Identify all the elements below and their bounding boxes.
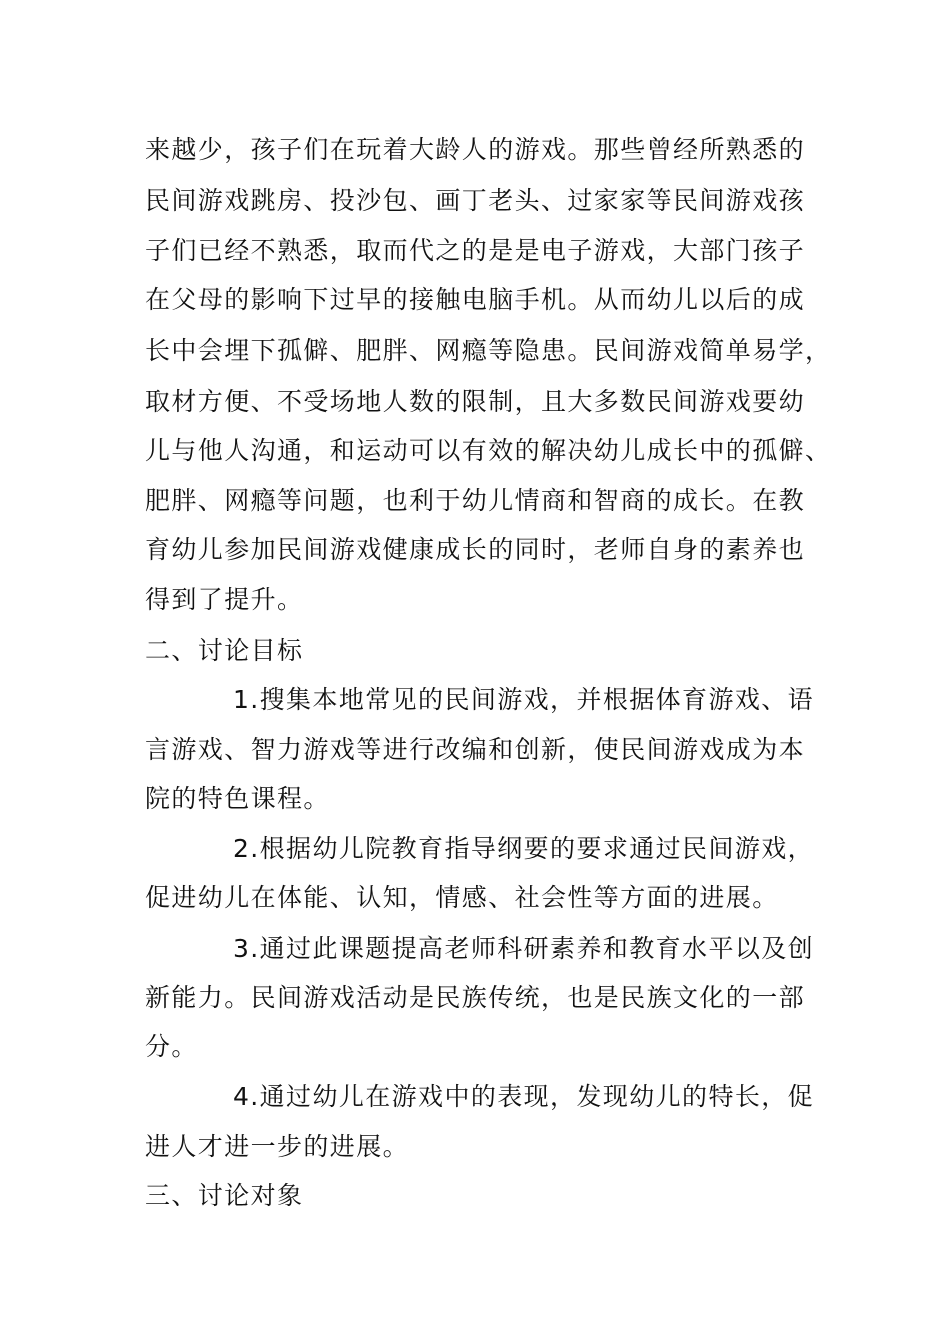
- paragraph-line: 子们已经不熟悉，取而代之的是是电子游戏，大部门孩子: [145, 236, 806, 265]
- list-item-4-cont: 进人才进一步的进展。: [145, 1132, 410, 1161]
- paragraph-line: 民间游戏跳房、投沙包、画丁老头、过家家等民间游戏孩: [145, 186, 806, 215]
- paragraph-line: 肥胖、网瘾等问题，也利于幼儿情商和智商的成长。在教: [145, 486, 806, 515]
- list-item-4: 4.通过幼儿在游戏中的表现，发现幼儿的特长，促: [233, 1082, 815, 1111]
- paragraph-line: 在父母的影响下过早的接触电脑手机。从而幼儿以后的成: [145, 285, 806, 314]
- list-item-2-cont: 促进幼儿在体能、认知，情感、社会性等方面的进展。: [145, 883, 779, 912]
- paragraph-line: 来越少，孩子们在玩着大龄人的游戏。那些曾经所熟悉的: [145, 135, 806, 164]
- paragraph-line: 育幼儿参加民间游戏健康成长的同时，老师自身的素养也: [145, 535, 806, 564]
- paragraph-line: 长中会埋下孤僻、肥胖、网瘾等隐患。民间游戏简单易学，: [145, 336, 832, 365]
- list-item-1: 1.搜集本地常见的民间游戏，并根据体育游戏、语: [233, 685, 815, 714]
- paragraph-line: 取材方便、不受场地人数的限制，且大多数民间游戏要幼: [145, 387, 806, 416]
- list-item-1-cont: 院的特色课程。: [145, 784, 330, 813]
- section-heading-goals: 二、讨论目标: [145, 636, 304, 665]
- list-item-2: 2.根据幼儿院教育指导纲要的要求通过民间游戏，: [233, 834, 815, 863]
- list-item-1-cont: 言游戏、智力游戏等进行改编和创新，使民间游戏成为本: [145, 735, 806, 764]
- paragraph-line: 儿与他人沟通，和运动可以有效的解决幼儿成长中的孤僻、: [145, 436, 832, 465]
- list-item-3-cont: 分。: [145, 1032, 198, 1061]
- section-heading-subjects: 三、讨论对象: [145, 1181, 304, 1210]
- list-item-3: 3.通过此课题提高老师科研素养和教育水平以及创: [233, 934, 815, 963]
- list-item-3-cont: 新能力。民间游戏活动是民族传统，也是民族文化的一部: [145, 983, 806, 1012]
- paragraph-line: 得到了提升。: [145, 585, 304, 614]
